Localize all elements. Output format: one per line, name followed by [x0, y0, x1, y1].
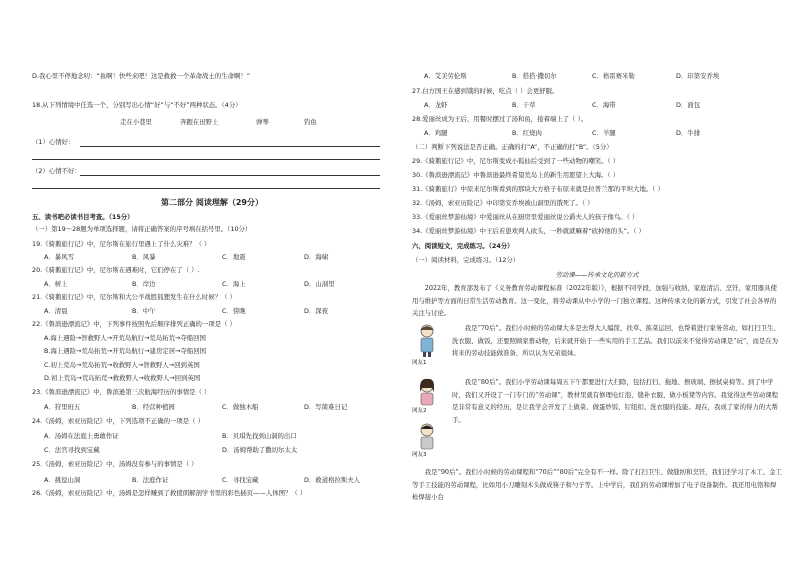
q27-option: B．干草 — [512, 101, 536, 109]
speaker-label: 网友3 — [412, 452, 427, 458]
avatar — [412, 376, 446, 414]
q28-option: C．羊腿 — [592, 129, 616, 137]
article-paragraph: 我是“90后”。我们小时候的劳动课程和“70后”“80后”完全有不一样。除了打扫卫生、做缝纫和烹饪，我们还学习了木工、金工等手工技能的劳动课程，比如用小刀雕刻木头做成筷子和勺子等。上中学后，我们的劳动课增加了电子设备制作。我还用电铬和焊枪焊接小台 — [412, 468, 782, 501]
q20-question: 20.《骑鹅旅行记》中，尼尔斯在遇难时，它们停在了（ ）. — [32, 266, 200, 274]
q26-option: D．印第安乔埃 — [676, 72, 720, 80]
judge-item: 32.《汤姆，索亚历险记》中印第安乔埃被山洞里的饿死了。（ ） — [412, 199, 594, 207]
q28-option: D．牛排 — [676, 129, 701, 137]
q23-option: D．写简难日记 — [304, 403, 348, 411]
q21-option: D．深夜 — [304, 307, 329, 315]
q22-option: B.海上遇险→荒岛拓荒→开荒岛航行→建房定居→夺船回国 — [44, 347, 207, 355]
section-subheading: （一）阅读材料，完成练习。（12分） — [412, 256, 520, 264]
q20-option: B．岸边 — [132, 280, 156, 288]
avatar — [412, 420, 446, 458]
q19-option: D．海啸 — [304, 253, 329, 261]
q26-option: B．搭搭·撒切尔 — [512, 72, 557, 80]
article-title: 劳动课——传承文化的新方式 — [555, 271, 639, 279]
judge-item: 29.《骑鹅旅行记》中，尼尔斯变成小狐仙后受到了一些动物的嘲笑。（ ） — [412, 157, 620, 165]
person-icon — [412, 420, 442, 450]
q22-option: A.海上遇险→智救野人→开荒岛航行→荒岛拓荒→夺船回国 — [44, 334, 206, 342]
q24-option: D．汤姆帮助了撒切尔太太 — [222, 446, 298, 454]
answer-line[interactable] — [80, 175, 380, 176]
q21-question: 21.《骑鹅旅行记》中，尼尔斯和大公羊战胜狐狸发生在什么时候？（ ） — [32, 293, 236, 301]
q25-option: C．寻找宝藏 — [222, 476, 259, 484]
section-heading: 五、读书吧必读书目考查。（15分） — [32, 213, 134, 221]
q22-question: 22.《鲁滨逊漂流记》中，下列事件按照先后顺序排列正确的一项是（ ） — [32, 320, 236, 328]
q25-option: D．救道格拉斯夫人 — [304, 476, 361, 484]
person-icon — [412, 322, 442, 358]
right-column — [412, 0, 782, 562]
q21-option: C．傍晚 — [222, 307, 246, 315]
q25-option: A．挑逗山洞 — [44, 476, 81, 484]
q27-option: C．海带 — [592, 101, 616, 109]
section-subheading: （一）第19～28题为单项选择题，请将正确答案的序号填在括号里。（10分） — [32, 225, 252, 233]
q23-option: B．经营种植园 — [132, 403, 175, 411]
judge-item: 31.《骑鹅旅行》中原来尼尔斯看到的那块大方格子布原来就是拉普兰那的平坦大地。（ ） — [412, 185, 664, 193]
answer-line[interactable] — [32, 159, 380, 160]
q22-option: D.初上荒岛→荒岛拓荒→救救野人→收救野人→回到英国 — [44, 374, 201, 382]
q18-scene: 奔跑在田野上 — [180, 118, 219, 126]
q28-option: B．红烧肉 — [512, 129, 542, 137]
q23-option: A．狩里班五 — [44, 403, 81, 411]
avatar — [412, 322, 446, 366]
q18-scene: 弹琴 — [256, 118, 269, 126]
left-column — [32, 0, 392, 562]
judge-item: 30.《鲁滨逊漂流记》中鲁滨逊最终希望荒岛上的新生用愿望上大海。（ ） — [412, 171, 620, 179]
q21-option: A．清晨 — [44, 307, 68, 315]
speaker-label: 网友2 — [412, 408, 427, 414]
article-paragraph: 2022年，教育部发布了《义务教育劳动课程标准（2022年版）》，根据不同学段，加强与收纳、家庭清洁、烹饪、家用器具使用与维护等方面的日常生活劳动教育。这一变化，将劳动课从中小学的一门独立课程。这种传承文化的新方式，引发了社会各界的关注与讨论。 — [412, 284, 777, 317]
q28-question: 28.爱丽丝成为王后，用餐时摆过了汤和鱼，接着端上了（ ）。 — [412, 115, 588, 123]
q27-option: A．龙虾 — [424, 101, 448, 109]
section-heading: 六、阅读短文，完成练习。（24分） — [412, 242, 514, 250]
q17-option-d: D.我心里不停地念叨：“鱼啊！快些来吧！这是救救一个革命战士的生命啊！” — [32, 72, 251, 80]
q20-option: C．海上 — [222, 280, 246, 288]
q19-option: A．暴风雪 — [44, 253, 74, 261]
q25-option: B．法庭作证 — [132, 476, 169, 484]
q24-option: B．贝琪先找到山洞的出口 — [222, 432, 297, 440]
q24-option: C．法官寻找到宝藏 — [44, 446, 100, 454]
answer-line[interactable] — [32, 188, 380, 189]
q18-scene: 钓鱼 — [304, 118, 317, 126]
q20-option: A．树上 — [44, 280, 68, 288]
q19-option: B．风暴 — [132, 253, 156, 261]
q20-option: D．山洞里 — [304, 280, 335, 288]
q26-question: 26.《汤姆，索亚历险记》中，汤姆是怎样赚到了救援朗解剖学书里的彩色插页——人体图？（ ） — [32, 489, 307, 497]
speaker-label: 网友1 — [412, 360, 427, 366]
q23-option: C．做独木船 — [222, 403, 259, 411]
q26-option: C．格雷赛米勒 — [592, 72, 635, 80]
q19-option: C．地震 — [222, 253, 246, 261]
q18-question: 18.从下列情境中任选一个，分别写出心情“好”与“不好”两种状态。（4分） — [32, 101, 242, 109]
q24-option: A．汤姆在法庭上勇敢作证 — [44, 432, 119, 440]
article-paragraph: 我是“70后”。我们小时候的劳动课大多是去帮大人编筐、扶草、拣菜运回，也帮着进行家务劳动，如打扫卫生、洗衣服、做饭，还要照顾家畜动物，后来就开始于一些实用的手工艺品。我们以前来不觉得劳动课是“玩”，而是在为将来的劳动技能做准备，所以认为兄弟姐妹。 — [452, 324, 780, 357]
q25-question: 25.《汤姆，索亚历险记》中，汤姆没有参与的事情是（ ） — [32, 460, 198, 468]
q26-option: A．艾美劳伦斯 — [424, 72, 467, 80]
judge-item: 33.《爱丽丝梦游仙境》中爱丽丝从在厨房里爱丽丝说公爵夫人的孩子像鸟。（ ） — [412, 213, 639, 221]
q22-option: C.初上荒岛→荒岛拓荒→收救野人→智救野人→回到英国 — [44, 361, 200, 369]
q21-option: B．中午 — [132, 307, 156, 315]
answer-line[interactable] — [80, 146, 380, 147]
section-subheading: （二）判断下列说法是否正确。正确的打“A”，不正确的打“B”。（5分） — [412, 143, 613, 151]
q24-question: 24.《汤姆，索亚历险记》中，下列选项不正确的一项是（ ） — [32, 417, 204, 425]
q18-good-label: （1）心情好： — [32, 138, 75, 146]
part-title: 第二部分 阅读理解（29分） — [161, 198, 263, 207]
q27-option: D．面包 — [676, 101, 701, 109]
judge-item: 34.《爱丽丝梦游仙境》中王后若愚欢判人砍头，一秒就就嘛着“砍掉他的头”。（ ） — [412, 227, 645, 235]
q27-question: 27.白方国王在感到饿的时候，吃点（ ）会更舒服。 — [412, 87, 559, 95]
q18-bad-label: （2）心情不好： — [32, 167, 81, 175]
q28-option: A．鸡腿 — [424, 129, 448, 137]
q23-question: 23.《鲁滨逊漂流记》中，鲁滨逊第三次航海经历的事情是（ ） — [32, 388, 211, 396]
person-icon — [412, 376, 442, 406]
q18-scene: 走在小巷里 — [120, 118, 152, 126]
q19-question: 19.《骑鹅旅行记》中，尼尔斯在旅行里遇上了什么灾难？（ ） — [32, 240, 211, 248]
article-paragraph: 我是“80后”。我们小学劳动课每周五下午都要进行大扫除，包括打扫、拖地、擦玻璃、擦拭桌椅等。到了中学时，我们又开设了一门专门的“劳动课”，教材里就有修理电灯泡、缝补衣服、做小板凳等内容。我觉得这些劳动课程是非常有意义的经历，是让我学会开发了上做菜、做蛋炒饭、钉纽扣、洗衣服的技能。现在，我成了家的得力的大帮手。 — [452, 378, 779, 424]
